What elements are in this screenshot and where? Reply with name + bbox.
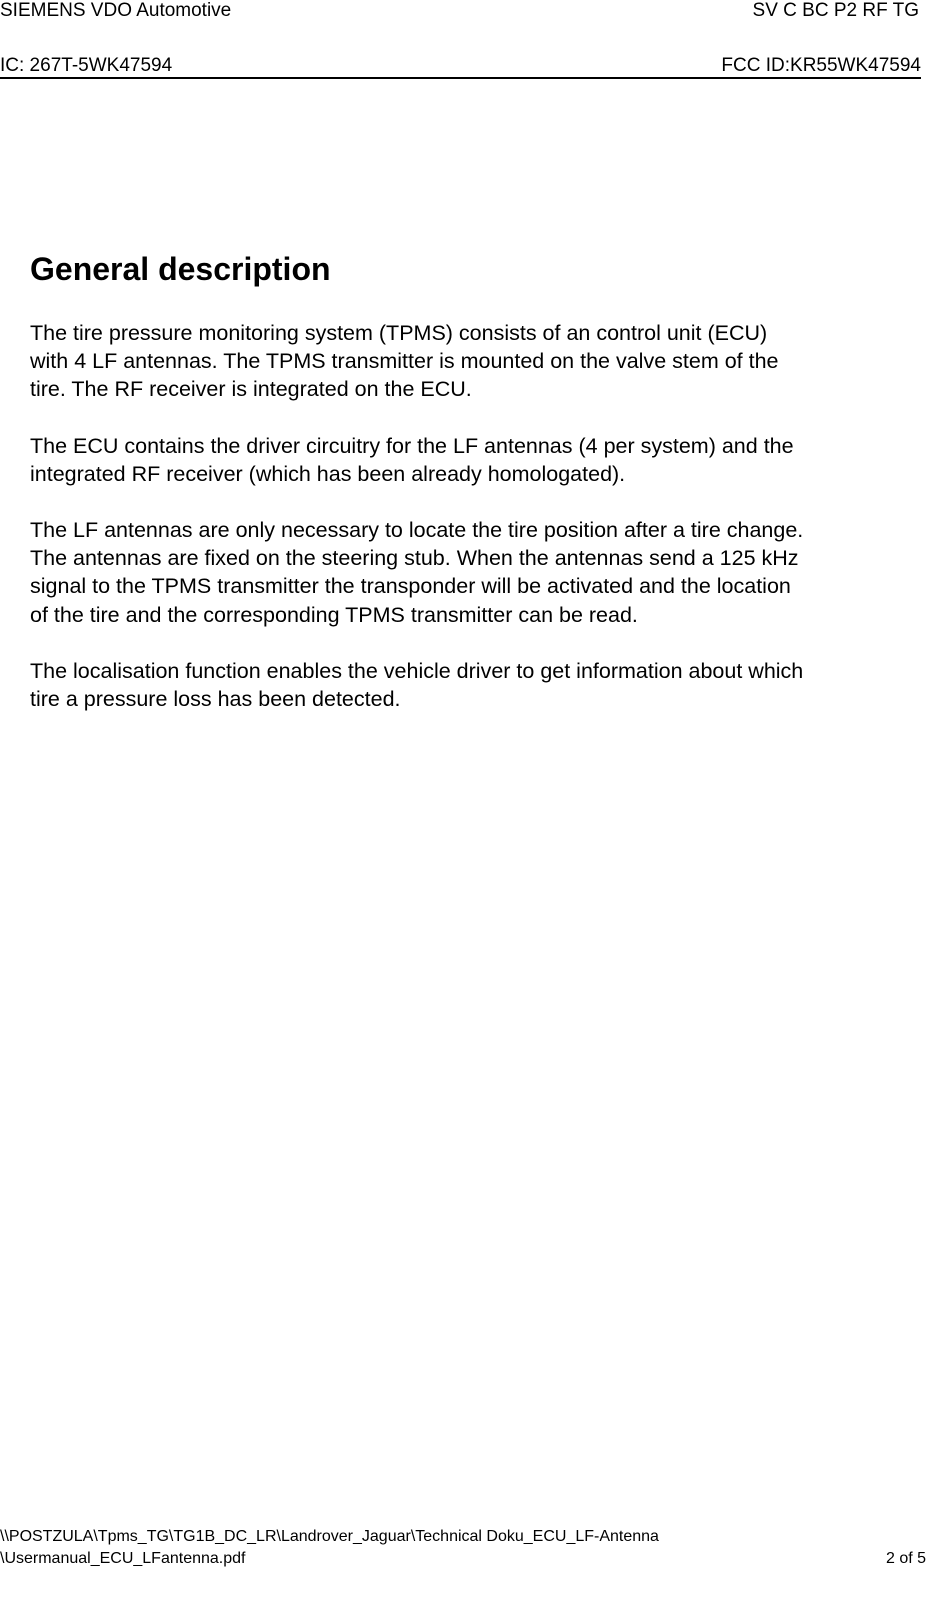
header-divider xyxy=(0,77,921,79)
paragraph-tpms-overview: The tire pressure monitoring system (TPMS) consists of an control unit (ECU) with 4 LF antennas. The TPMS transmitter is mounted on the valve stem of the tire. The RF receiver is integrated on the ECU. xyxy=(30,321,779,402)
paragraph-ecu: The ECU contains the driver circuitry for the LF antennas (4 per system) and the integrated RF receiver (which has been already homologated). xyxy=(30,433,794,486)
file-path-line-2: \Usermanual_ECU_LFantenna.pdf xyxy=(0,1550,246,1567)
company-name: SIEMENS VDO Automotive xyxy=(0,0,232,21)
paragraph-localisation: The localisation function enables the vehicle driver to get information about which tire a pressure loss has been detected. xyxy=(30,658,804,712)
fcc-id: FCC ID:KR55WK47594 xyxy=(721,55,921,76)
section-title: General description xyxy=(30,251,331,287)
file-path-line-1: \\POSTZULA\Tpms_TG\TG1B_DC_LR\Landrover_Jaguar\Technical Doku_ECU_LF-Antenna xyxy=(0,1528,659,1545)
paragraph-lf-antennas: The LF antennas are only necessary to locate the tire position after a tire change. The antennas are fixed on the steering stub. When the antennas send a 125 kHz signal to the TPMS transmitter the transponder will be activated and the location of the tire and the corresponding TPMS transmitter can be read. xyxy=(30,518,804,627)
department-code: SV C BC P2 RF TG xyxy=(752,0,919,21)
ic-number: IC: 267T-5WK47594 xyxy=(0,55,173,76)
page-number: 2 of 5 xyxy=(885,1550,926,1567)
section-body xyxy=(30,319,920,741)
page-footer xyxy=(0,1526,926,1570)
